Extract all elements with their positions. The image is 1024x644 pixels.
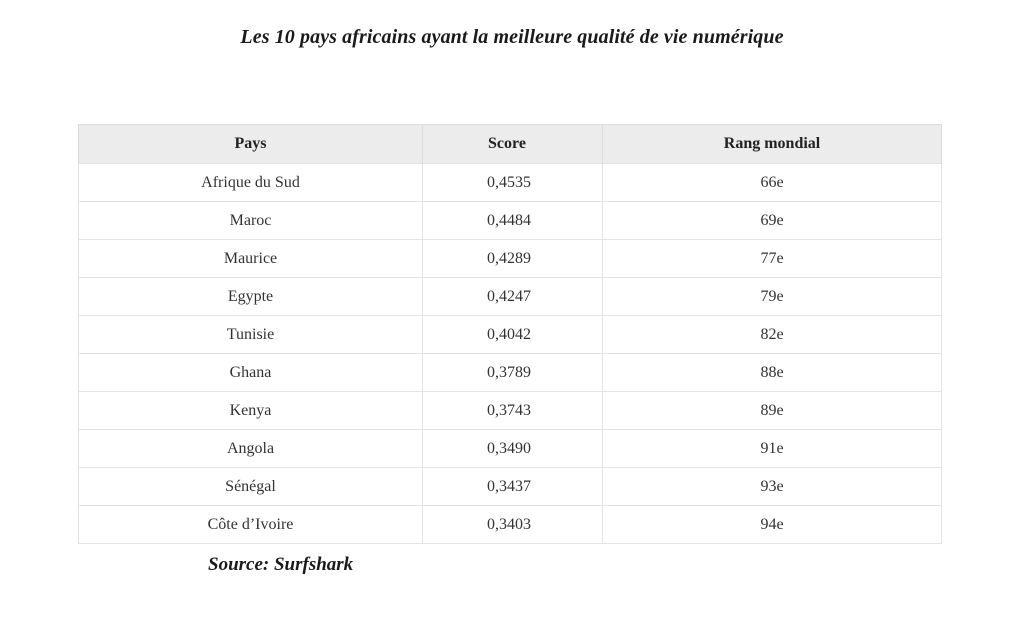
cell-score: 0,3789 [423, 354, 603, 392]
cell-rang: 91e [603, 430, 942, 468]
cell-pays: Sénégal [79, 468, 423, 506]
cell-score: 0,4247 [423, 278, 603, 316]
cell-score: 0,4042 [423, 316, 603, 354]
table-row [79, 164, 942, 202]
table-row [79, 354, 942, 392]
table-row [79, 202, 942, 240]
table-row [79, 278, 942, 316]
page-title: Les 10 pays africains ayant la meilleure qualité de vie numérique [240, 26, 784, 48]
cell-pays: Maurice [79, 240, 423, 278]
table-row [79, 430, 942, 468]
cell-rang: 93e [603, 468, 942, 506]
cell-pays: Kenya [79, 392, 423, 430]
table-row [79, 240, 942, 278]
cell-rang: 79e [603, 278, 942, 316]
table-row [79, 316, 942, 354]
cell-pays: Maroc [79, 202, 423, 240]
cell-pays: Ghana [79, 354, 423, 392]
table-row [79, 392, 942, 430]
cell-pays: Afrique du Sud [79, 164, 423, 202]
table-row [79, 506, 942, 544]
ranking-table-container [78, 124, 941, 544]
cell-score: 0,3437 [423, 468, 603, 506]
column-header-rang-mondial: Rang mondial [603, 125, 942, 164]
cell-pays: Angola [79, 430, 423, 468]
table-row [79, 468, 942, 506]
cell-score: 0,3743 [423, 392, 603, 430]
cell-score: 0,4289 [423, 240, 603, 278]
cell-rang: 66e [603, 164, 942, 202]
cell-rang: 94e [603, 506, 942, 544]
cell-pays: Côte d’Ivoire [79, 506, 423, 544]
ranking-table [78, 124, 942, 544]
cell-score: 0,4484 [423, 202, 603, 240]
cell-pays: Egypte [79, 278, 423, 316]
cell-rang: 77e [603, 240, 942, 278]
cell-score: 0,4535 [423, 164, 603, 202]
cell-rang: 69e [603, 202, 942, 240]
cell-rang: 88e [603, 354, 942, 392]
cell-pays: Tunisie [79, 316, 423, 354]
cell-score: 0,3490 [423, 430, 603, 468]
cell-rang: 89e [603, 392, 942, 430]
column-header-pays: Pays [79, 125, 423, 164]
cell-score: 0,3403 [423, 506, 603, 544]
cell-rang: 82e [603, 316, 942, 354]
column-header-score: Score [423, 125, 603, 164]
table-header-row [79, 125, 942, 164]
source-caption: Source: Surfshark [208, 554, 354, 575]
